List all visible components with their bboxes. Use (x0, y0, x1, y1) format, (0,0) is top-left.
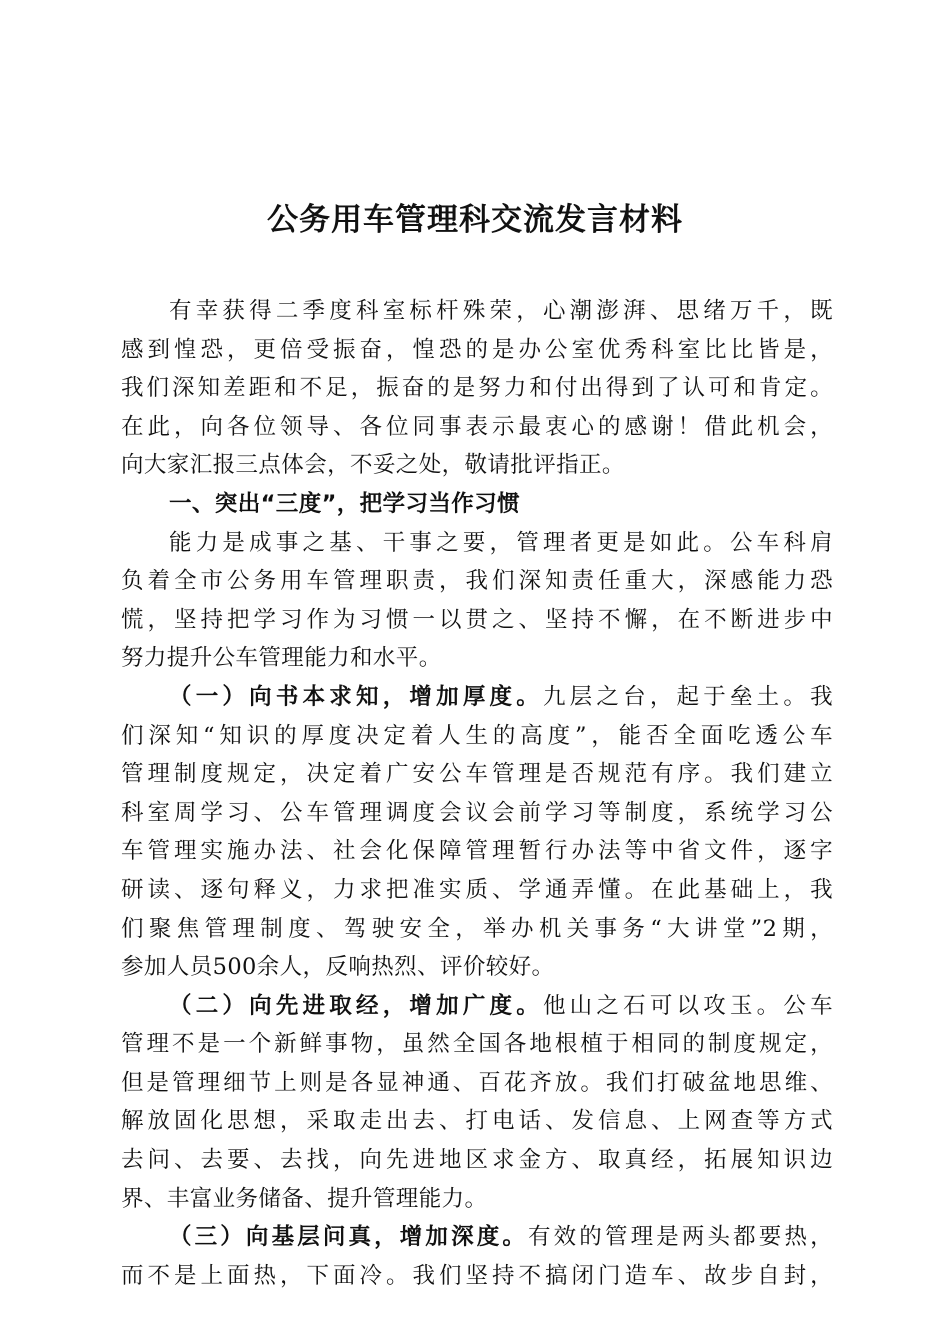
text-line: 们聚焦管理制度、驾驶安全，举办机关事务“大讲堂”2期， (121, 915, 833, 942)
text-line: 向大家汇报三点体会，不妥之处，敬请批评指正。 (121, 452, 625, 479)
text-line: 们深知“知识的厚度决定着人生的高度”，能否全面吃透公车 (121, 722, 833, 749)
text-line: 我们深知差距和不足，振奋的是努力和付出得到了认可和肯定。 (121, 375, 833, 402)
text-line (121, 678, 833, 717)
text-line: 感到惶恐，更倍受振奋，惶恐的是办公室优秀科室比比皆是， (121, 336, 833, 363)
text-line (121, 987, 833, 1026)
section-heading: 一、突出“三度”，把学习当作习惯 (169, 490, 520, 517)
text-line: 去问、去要、去找，向先进地区求金方、取真经，拓展知识边 (121, 1147, 833, 1174)
text-run: 九层之台，起于垒土。我 (542, 683, 833, 710)
subsection-lead: （一）向书本求知，增加厚度。 (169, 683, 543, 710)
text-line: 管理制度规定，决定着广安公车管理是否规范有序。我们建立 (121, 761, 833, 788)
document-body (121, 292, 833, 1295)
text-line: 能力是成事之基、干事之要，管理者更是如此。公车科肩 (169, 529, 833, 556)
text-line: 界、丰富业务储备、提升管理能力。 (121, 1185, 488, 1212)
paragraph-subsection-3 (121, 1218, 833, 1295)
text-line: 但是管理细节上则是各显神通、百花齐放。我们打破盆地思维、 (121, 1069, 833, 1096)
text-line: 在此，向各位领导、各位同事表示最衷心的感谢！借此机会， (121, 413, 833, 440)
paragraph-subsection-1 (121, 678, 833, 987)
text-line: 慌，坚持把学习作为习惯一以贯之、坚持不懈，在不断进步中 (121, 606, 833, 633)
text-line: 研读、逐句释义，力求把准实质、学通弄懂。在此基础上，我 (121, 876, 833, 903)
paragraph-section-intro (121, 524, 833, 678)
text-line: 车管理实施办法、社会化保障管理暂行办法等中省文件，逐字 (121, 838, 833, 865)
text-line: 有幸获得二季度科室标杆殊荣，心潮澎湃、思绪万千，既 (169, 298, 833, 324)
paragraph-intro (121, 292, 833, 485)
text-line: 而不是上面热，下面冷。我们坚持不搞闭门造车、故步自封， (121, 1262, 833, 1289)
text-line: 科室周学习、公车管理调度会议会前学习等制度，系统学习公 (121, 799, 833, 826)
text-line: 负着全市公务用车管理职责，我们深知责任重大，深感能力恐 (121, 568, 833, 595)
text-run: 他山之石可以攻玉。公车 (542, 992, 833, 1019)
document-title: 公务用车管理科交流发言材料 (267, 202, 683, 238)
text-line: 参加人员500余人，反响热烈、评价较好。 (121, 954, 555, 981)
subsection-lead: （二）向先进取经，增加广度。 (169, 992, 543, 1019)
text-line (121, 1218, 833, 1257)
paragraph-subsection-2 (121, 987, 833, 1219)
subsection-lead: （三）向基层问真，增加深度。 (169, 1224, 529, 1251)
text-line: 努力提升公车管理能力和水平。 (121, 645, 442, 672)
text-line: 解放固化思想，采取走出去、打电话、发信息、上网查等方式 (121, 1108, 833, 1135)
text-line: 管理不是一个新鲜事物，虽然全国各地根植于相同的制度规定， (121, 1031, 833, 1058)
text-run: 有效的管理是两头都要热， (528, 1224, 833, 1251)
